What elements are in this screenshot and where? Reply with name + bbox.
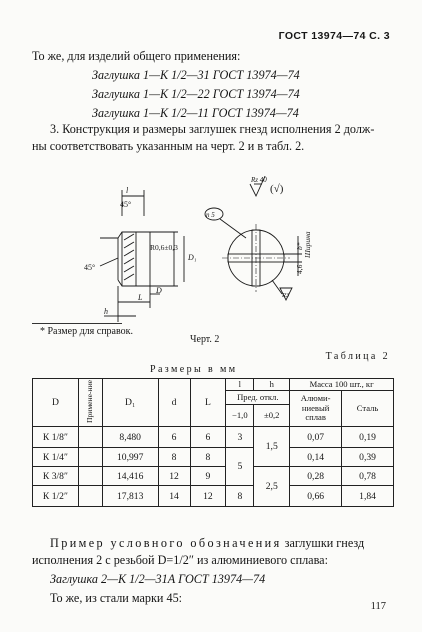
table-units: Размеры в мм [150,364,238,375]
roughness-check: (√) [270,183,284,195]
plug-front-view [205,208,302,300]
cell-d: К 1/4″ [33,448,79,467]
table-row [33,467,394,486]
roughness-label: Rz 40 [251,176,267,184]
cell-l-big: 12 [190,486,226,507]
cell-steel: 0,19 [342,427,394,448]
cell-application [78,448,102,467]
cell-steel: 0,78 [342,467,394,486]
d1-label: D₁ [188,253,197,262]
slot-width-value: 4,6 [295,264,304,274]
cell-aluminium: 0,28 [290,467,342,486]
cell-steel: 0,39 [342,448,394,467]
dim-l-top: l [126,186,129,195]
designation-3: Заглушка 1—К 1/2—11 ГОСТ 13974—74 [92,106,299,120]
col-l-big: L [190,379,226,427]
col-application: Примене-ние [78,379,102,427]
cell-d1: 10,997 [102,448,158,467]
col-d-small: d [158,379,190,427]
designation-1: Заглушка 1—К 1/2—31 ГОСТ 13974—74 [92,68,300,82]
cell-d-small: 14 [158,486,190,507]
cell-d-small: 12 [158,467,190,486]
width-label: Ширина [303,231,312,258]
cell-d1: 14,416 [102,467,158,486]
cell-application [78,486,102,507]
example-designation: Заглушка 2—К 1/2—31А ГОСТ 13974—74 [50,572,266,586]
footnote: * Размер для справок. [40,326,133,337]
cell-aluminium: 0,14 [290,448,342,467]
col-h: h [254,379,290,391]
cell-l-big: 6 [190,427,226,448]
section-3-line-2: ны соответствовать указанным на черт. 2 и в табл. 2. [32,139,305,153]
dim-h-label: h [104,307,108,316]
col-aluminium: Алюми-ниевый сплав [290,391,342,427]
cell-d: К 1/2″ [33,486,79,507]
table-row [33,486,394,507]
example-line-1: Пример условного обозначения заглушки гнезд [50,536,365,550]
page-header: ГОСТ 13974—74 С. 3 [278,30,390,42]
table-row [33,448,394,467]
cell-d: К 3/8″ [33,467,79,486]
dimensions-table [32,378,394,507]
cell-l-small: 8 [226,486,254,507]
b-label: b* [295,242,304,250]
section-3-line-1: 3. Конструкция и размеры заглушек гнезд исполнения 2 долж- [50,122,375,136]
plug-side-view [100,190,184,322]
col-d1: D₁ [102,379,158,427]
tol-l: −1,0 [226,405,254,427]
cell-steel: 1,84 [342,486,394,507]
cell-application [78,467,102,486]
radius-label: R0,6±0,3 [150,243,178,252]
footnote-rule [32,323,122,324]
tol-h: ±0,2 [254,405,290,427]
cell-d-small: 6 [158,427,190,448]
dim-L-label: L [138,293,143,302]
r3-label: R3 [282,292,290,299]
cell-d-small: 8 [158,448,190,467]
col-d: D [33,379,79,427]
cell-application [78,427,102,448]
col-mass: Масса 100 шт., кг [290,379,394,391]
example-line-2: исполнения 2 с резьбой D=1/2″ из алюминиевого сплава: [32,553,328,567]
table-row [33,427,394,448]
cell-l-small: 5 [226,448,254,486]
page-number: 117 [370,601,386,612]
table-label: Таблица 2 [325,351,390,362]
cell-l-big: 9 [190,467,226,486]
n5-label: n 5 [206,211,215,219]
designation-2: Заглушка 1—К 1/2—22 ГОСТ 13974—74 [92,87,300,101]
cell-h: 1,5 [254,427,290,467]
tolerance-header: Пред. откл. [226,391,290,405]
intro-text: То же, для изделий общего применения: [32,49,241,63]
cell-d1: 8,480 [102,427,158,448]
angle-top-label: 45° [120,200,132,209]
cell-l-small: 3 [226,427,254,448]
cell-h: 2,5 [254,467,290,507]
cell-d1: 17,813 [102,486,158,507]
cell-l-big: 8 [190,448,226,467]
col-steel: Сталь [342,391,394,427]
col-l-small: l [226,379,254,391]
example-last-line: То же, из стали марки 45: [50,591,183,605]
angle-left-label: 45° [84,263,96,272]
cell-d: К 1/8″ [33,427,79,448]
d-label: D [156,286,162,295]
technical-drawing [0,176,422,336]
drawing-caption: Черт. 2 [190,334,220,345]
cell-aluminium: 0,07 [290,427,342,448]
cell-aluminium: 0,66 [290,486,342,507]
